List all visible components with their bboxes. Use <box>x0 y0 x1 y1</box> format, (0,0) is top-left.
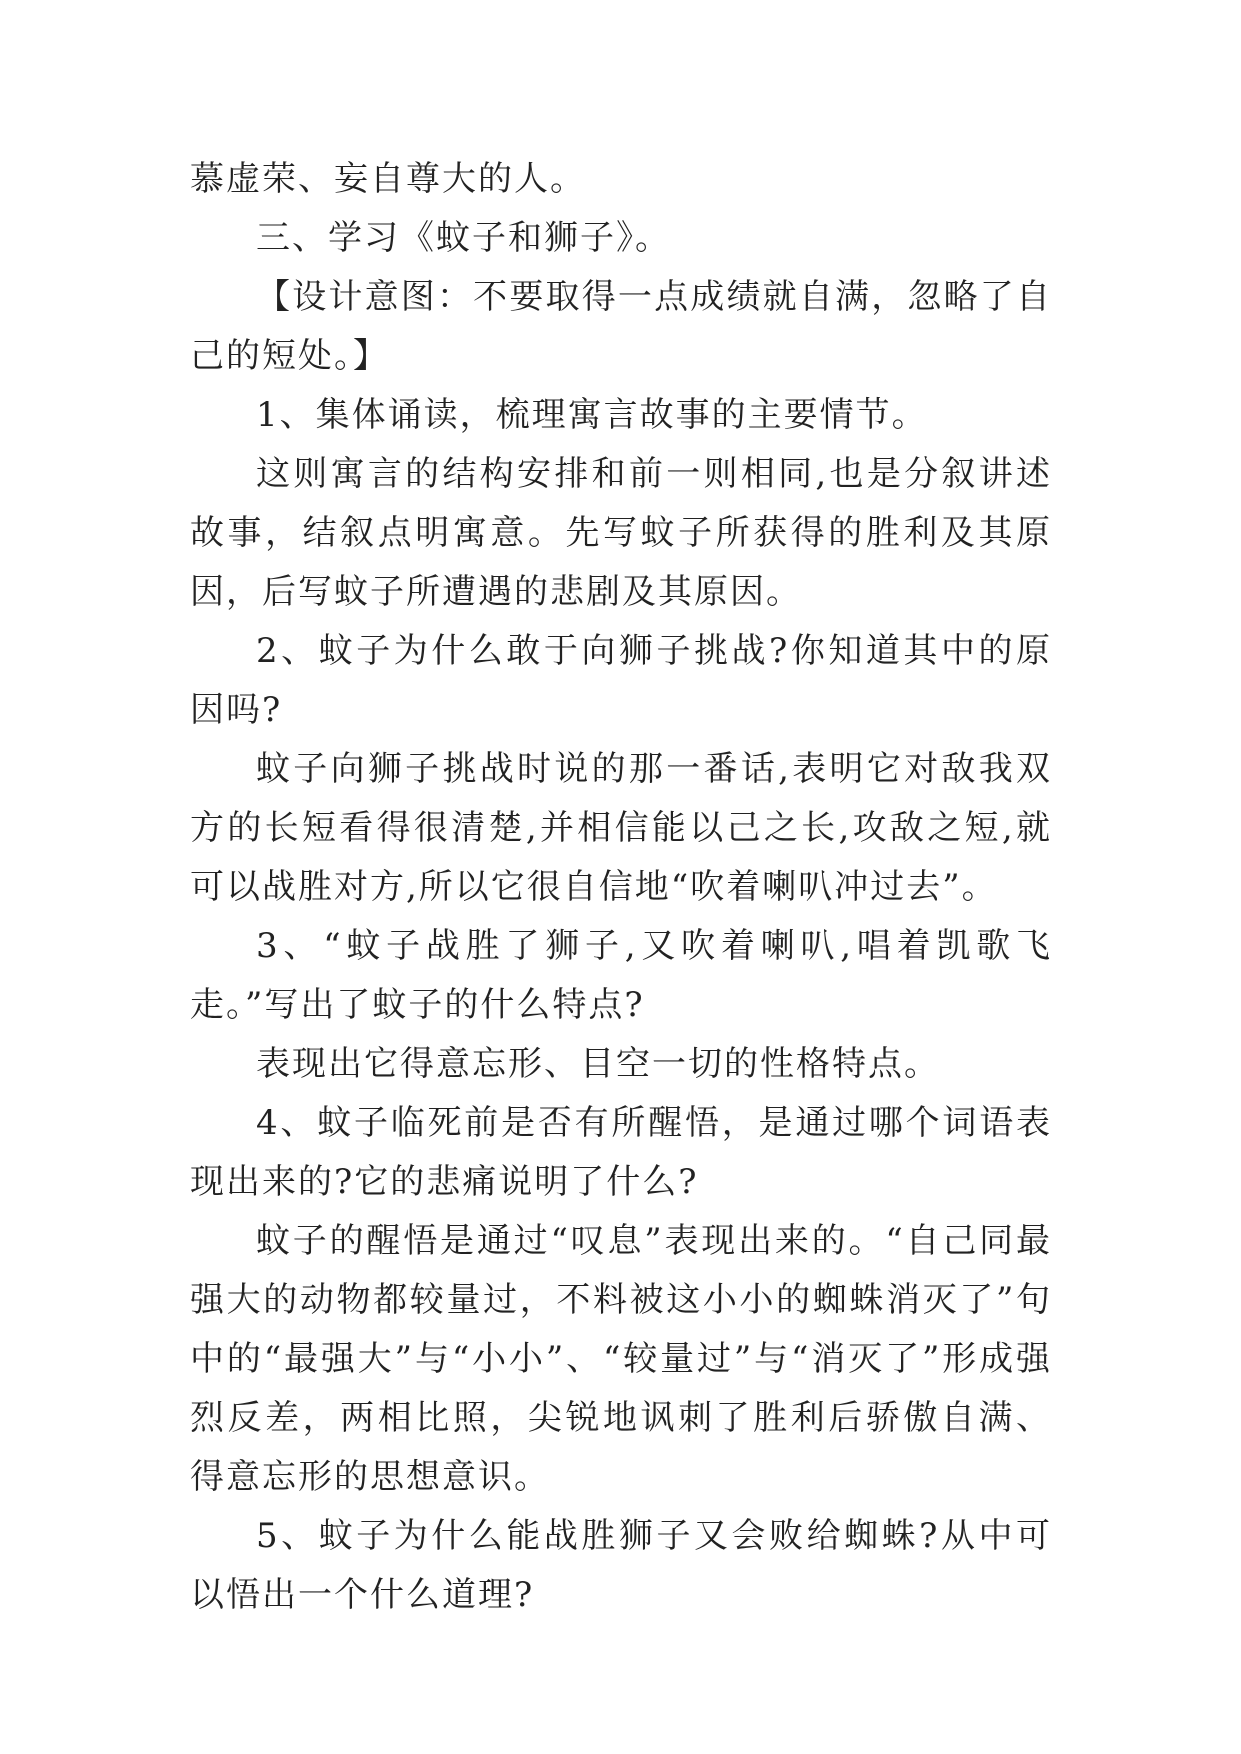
question-item: 5、蚊子为什么能战胜狮子又会败给蜘蛛?从中可以悟出一个什么道理? <box>190 1516 1052 1615</box>
document-body <box>190 150 1052 1625</box>
question-item: 1、集体诵读，梳理寓言故事的主要情节。 <box>256 395 928 435</box>
question-item: 2、蚊子为什么敢于向狮子挑战?你知道其中的原因吗? <box>190 631 1052 730</box>
section-heading: 三、学习《蚊子和狮子》。 <box>256 218 671 258</box>
design-intent-note: 【设计意图：不要取得一点成绩就自满，忽略了自己的短处。】 <box>190 277 1052 376</box>
paragraph: 蚊子向狮子挑战时说的那一番话,表明它对敌我双方的长短看得很清楚,并相信能以己之长,攻敌之短,就可以战胜对方,所以它很自信地“吹着喇叭冲过去”。 <box>190 749 1052 907</box>
paragraph: 蚊子的醒悟是通过“叹息”表现出来的。“自己同最强大的动物都较量过，不料被这小小的蜘蛛消灭了”句中的“最强大”与“小小”、“较量过”与“消灭了”形成强烈反差，两相比照，尖锐地讽刺了胜利后骄傲自满、得意忘形的思想意识。 <box>190 1221 1052 1497</box>
question-item: 3、“蚊子战胜了狮子,又吹着喇叭,唱着凯歌飞走。”写出了蚊子的什么特点? <box>190 926 1052 1025</box>
question-item: 4、蚊子临死前是否有所醒悟，是通过哪个词语表现出来的?它的悲痛说明了什么? <box>190 1103 1052 1202</box>
paragraph: 慕虚荣、妄自尊大的人。 <box>190 159 586 199</box>
paragraph: 表现出它得意忘形、目空一切的性格特点。 <box>256 1044 940 1084</box>
paragraph: 这则寓言的结构安排和前一则相同,也是分叙讲述故事，结叙点明寓意。先写蚊子所获得的胜利及其原因，后写蚊子所遭遇的悲剧及其原因。 <box>190 454 1052 612</box>
